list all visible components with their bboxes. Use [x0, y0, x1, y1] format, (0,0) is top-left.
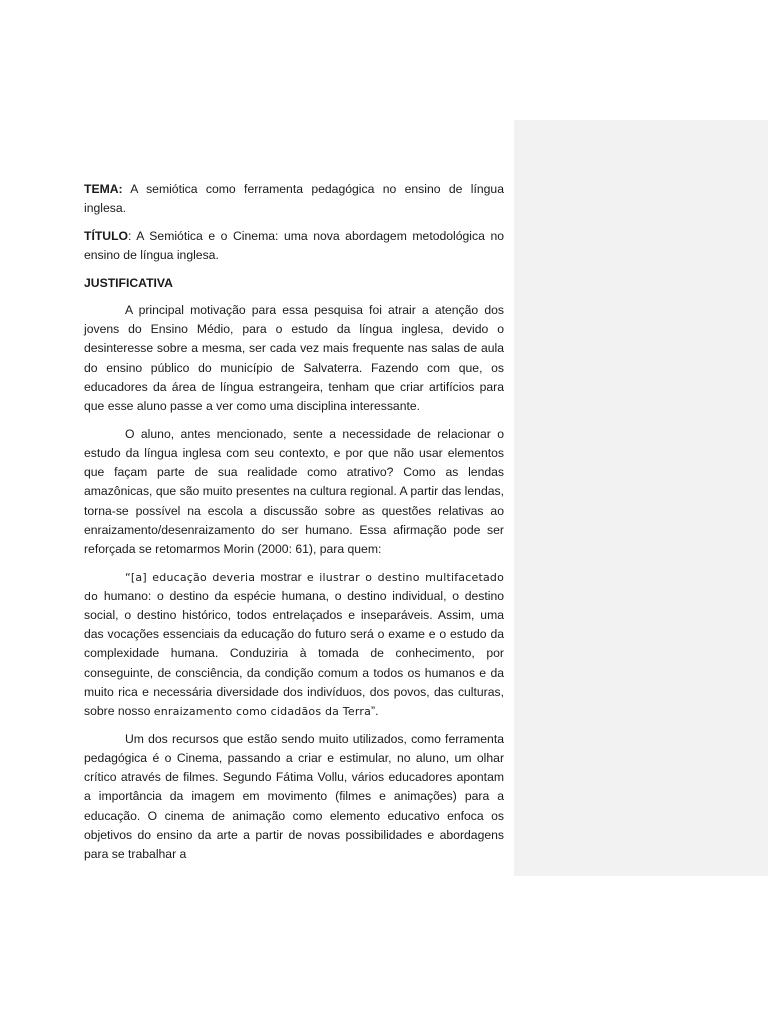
comment-pane[interactable] [514, 120, 768, 876]
quote-part-2: mostrar [255, 569, 307, 584]
quote-part-3: e ilustrar o destino multifacetado do [84, 570, 505, 603]
morin-quote [84, 568, 504, 722]
justificativa-heading: JUSTIFICATIVA [84, 275, 173, 290]
document-body [84, 180, 504, 873]
titulo-text: : A Semiótica e o Cinema: uma nova abordagem metodológica no ensino de língua inglesa. [84, 228, 504, 263]
titulo-line [84, 227, 504, 265]
tema-line [84, 180, 504, 218]
quote-part-4: humano: o destino da espécie humana, o destino individual, o destino social, o destino histórico, todos entrelaçados e inseparáveis. Assim, uma das vocações essenciais da educação do futuro será o exame e o estudo da complexidade humana. Conduziria à tomada de conhecimento, por conseguinte, de consciência, da condição comum a todos os humanos e da muito rica e necessária diversidade dos indivíduos, dos povos, das culturas, sobre nosso [84, 588, 504, 719]
tema-label: TEMA: [84, 182, 123, 196]
paragraph-3: Um dos recursos que estão sendo muito utilizados, como ferramenta pedagógica é o Cinema, passando a criar e estimular, no aluno, um olhar crítico através de filmes. Segundo Fátima Vollu, vários educadores apontam a importância da imagem em movimento (filmes e animações) para a educação. O cinema de animação como elemento educativo enfoca os objetivos do ensino da arte a partir de novas possibilidades e abordagens para se trabalhar a [84, 731, 504, 861]
paragraph-1: A principal motivação para essa pesquisa foi atrair a atenção dos jovens do Ensino Médio, para o estudo da língua inglesa, devido o desinteresse sobre a mesma, ser cada vez mais frequente nas salas de aula do ensino público do município de Salvaterra. Fazendo com que, os educadores da área de língua estrangeira, tenham que criar artifícios para que esse aluno passe a ver como uma disciplina interessante. [84, 303, 504, 414]
titulo-label: TÍTULO [84, 228, 129, 243]
comment-pane-header [514, 120, 768, 138]
quote-part-1: “[a] educação deveria [125, 570, 256, 584]
tema-text: A semiótica como ferramenta pedagógica no ensino de língua inglesa. [84, 182, 504, 216]
quote-part-6: ”. [371, 704, 379, 719]
paragraph-2: O aluno, antes mencionado, sente a necessidade de relacionar o estudo da língua inglesa com seu contexto, e por que não usar elementos que façam parte de sua realidade como atrativo? Como as lendas amazônicas, que são muito presentes na cultura regional. A partir das lendas, torna-se possível na escola a discussão sobre as questões relativas ao enraizamento/desenraizamento do ser humano. Essa afirmação pode ser reforçada se retomarmos Morin (2000: 61), para quem: [84, 426, 504, 556]
quote-part-5: enraizamento como cidadãos da Terra [153, 705, 372, 719]
